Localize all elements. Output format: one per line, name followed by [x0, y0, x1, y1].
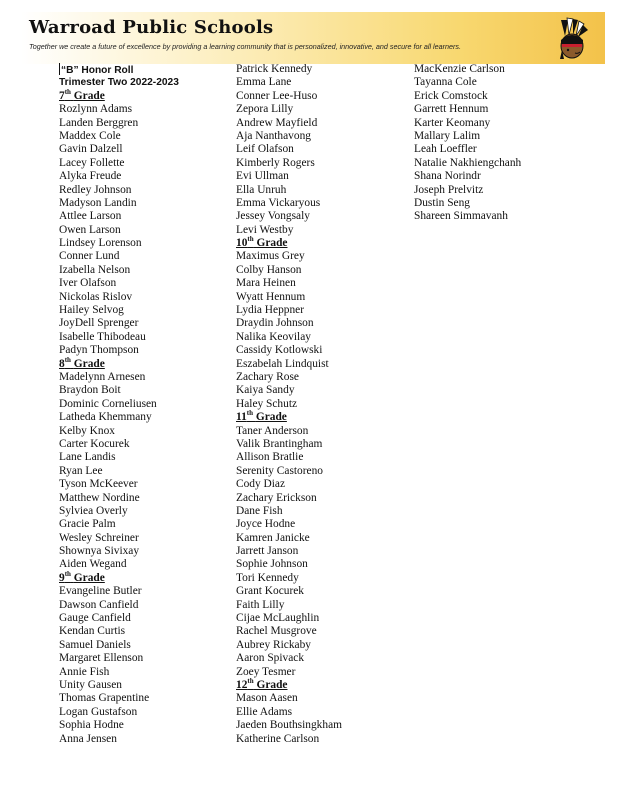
student-name: Gauge Canfield	[59, 612, 131, 625]
honor-roll-subtitle: Trimester Two 2022-2023	[59, 77, 179, 89]
student-name: Zoey Tesmer	[236, 665, 296, 678]
student-name: Natalie Nakhiengchanh	[414, 156, 522, 169]
student-name: Maximus Grey	[236, 250, 305, 263]
student-name: Lindsey Lorenson	[59, 237, 142, 250]
student-name: Jarrett Janson	[236, 545, 299, 558]
column-2	[236, 63, 342, 746]
student-name: Serenity Castoreno	[236, 464, 323, 477]
student-name: JoyDell Sprenger	[59, 317, 139, 330]
student-name: Anna Jensen	[59, 732, 117, 745]
student-name: Joyce Hodne	[236, 518, 296, 531]
student-name: Katherine Carlson	[236, 732, 320, 745]
grade-12-list-b	[414, 63, 521, 224]
student-name: Jessey Vongsaly	[236, 210, 310, 223]
student-name: Owen Larson	[59, 223, 121, 236]
student-name: Thomas Grapentine	[59, 692, 150, 705]
student-name: Dominic Corneliusen	[59, 397, 157, 410]
student-name: Tori Kennedy	[236, 571, 299, 584]
student-name: Latheda Khemmany	[59, 411, 152, 424]
student-name: Nickolas Rislov	[59, 290, 133, 303]
student-name: Iver Olafson	[59, 277, 117, 290]
student-name: Sophie Johnson	[236, 558, 308, 571]
column-1	[59, 63, 179, 746]
student-name: Leah Loeffler	[414, 143, 477, 156]
student-name: Leif Olafson	[236, 143, 294, 156]
student-name: Madelynn Arnesen	[59, 370, 146, 383]
school-tagline: Together we create a future of excellence by providing a learning community that is personalized, innovative, and secure for all learners.	[29, 42, 462, 51]
student-name: Emma Vickaryous	[236, 196, 321, 209]
student-name: Padyn Thompson	[59, 344, 139, 357]
student-name: Patrick Kennedy	[236, 63, 313, 75]
grade-11-list	[236, 425, 342, 679]
student-name: Jaeden Bouthsingkham	[236, 719, 342, 732]
student-name: Kaiya Sandy	[236, 384, 295, 397]
student-name: Aiden Wegand	[59, 558, 127, 571]
column-3	[414, 63, 521, 224]
student-name: Rozlynn Adams	[59, 103, 133, 116]
student-name: Braydon Boit	[59, 384, 121, 397]
student-name: Wesley Schreiner	[59, 531, 139, 544]
student-name: Tayanna Cole	[414, 76, 477, 89]
student-name: Kendan Curtis	[59, 625, 126, 638]
student-name: Mallary Lalim	[414, 129, 481, 142]
student-name: Emma Lane	[236, 76, 292, 89]
student-name: Haley Schutz	[236, 397, 298, 410]
student-name: Tyson McKeever	[59, 478, 138, 491]
header-banner	[21, 12, 605, 64]
student-name: Shareen Simmavanh	[414, 210, 508, 223]
student-name: Annie Fish	[59, 665, 110, 678]
student-name: Lane Landis	[59, 451, 116, 464]
student-name: Logan Gustafson	[59, 705, 138, 718]
student-name: Gracie Palm	[59, 518, 116, 531]
grade-8-list	[59, 371, 179, 572]
student-name: Ella Unruh	[236, 183, 287, 196]
school-name: Warroad Public Schools	[29, 17, 274, 38]
student-name: Isabelle Thibodeau	[59, 330, 146, 343]
student-name: Lydia Heppner	[236, 304, 305, 317]
grade-heading-10: 10th Grade	[236, 235, 288, 250]
student-name: Conner Lund	[59, 250, 120, 263]
student-name: Mason Aasen	[236, 692, 298, 705]
student-name: Cassidy Kotlowski	[236, 344, 323, 357]
grade-heading-8: 8th Grade	[59, 355, 105, 370]
student-name: Allison Bratlie	[236, 451, 304, 464]
student-name: Zachary Erickson	[236, 491, 317, 504]
student-name: Wyatt Hennum	[236, 290, 306, 303]
student-name: Izabella Nelson	[59, 263, 131, 276]
student-name: Madyson Landin	[59, 196, 137, 209]
grade-heading-9: 9th Grade	[59, 570, 105, 584]
student-name: Evangeline Butler	[59, 585, 142, 598]
student-name: Aubrey Rickaby	[236, 638, 311, 651]
student-name: Draydin Johnson	[236, 317, 314, 330]
student-name: Aaron Spivack	[236, 652, 305, 665]
student-name: Rachel Musgrove	[236, 625, 317, 638]
grade-heading-11: 11th Grade	[236, 409, 287, 424]
grade-10-list	[236, 250, 342, 411]
student-name: Andrew Mayfield	[236, 116, 318, 129]
student-name: Redley Johnson	[59, 183, 132, 196]
student-name: Carter Kocurek	[59, 437, 130, 450]
student-name: Unity Gausen	[59, 678, 122, 691]
student-name: Colby Hanson	[236, 263, 302, 276]
student-name: Ellie Adams	[236, 705, 292, 718]
student-name: Lacey Follette	[59, 156, 125, 169]
student-name: Karter Keomany	[414, 116, 491, 129]
cursor-mark	[59, 63, 60, 75]
student-name: Shownya Sivixay	[59, 545, 140, 558]
student-name: Cody Diaz	[236, 478, 286, 491]
grade-heading-12: 12th Grade	[236, 677, 288, 691]
warrior-head-logo-icon	[553, 16, 593, 60]
student-name: Nalika Keovilay	[236, 330, 311, 343]
student-name: Zachary Rose	[236, 370, 299, 383]
grade-12-list-a	[236, 692, 342, 746]
student-name: Evi Ullman	[236, 170, 289, 183]
student-name: Kimberly Rogers	[236, 156, 315, 169]
student-name: Kelby Knox	[59, 424, 115, 437]
student-name: Landen Berggren	[59, 116, 139, 129]
grade-heading-7: 7th Grade	[59, 87, 105, 102]
student-name: Erick Comstock	[414, 89, 488, 102]
student-name: Faith Lilly	[236, 598, 285, 611]
student-name: Shana Norindr	[414, 170, 481, 183]
student-name: Ryan Lee	[59, 464, 103, 477]
student-name: Conner Lee-Huso	[236, 89, 318, 102]
student-name: MacKenzie Carlson	[414, 63, 505, 75]
student-name: Margaret Ellenson	[59, 652, 144, 665]
student-name: Matthew Nordine	[59, 491, 140, 504]
student-name: Mara Heinen	[236, 277, 296, 290]
student-name: Cijae McLaughlin	[236, 612, 320, 625]
student-name: Zepora Lilly	[236, 103, 294, 116]
grade-7-list	[59, 103, 179, 357]
student-name: Levi Westby	[236, 223, 294, 236]
student-name: Taner Anderson	[236, 424, 309, 437]
student-name: Valik Brantingham	[236, 437, 323, 450]
student-name: Gavin Dalzell	[59, 143, 123, 156]
student-name: Aja Nanthavong	[236, 129, 311, 142]
student-name: Sophia Hodne	[59, 719, 124, 732]
student-name: Kamren Janicke	[236, 531, 310, 544]
honor-roll-title: “B” Honor Roll	[61, 65, 134, 76]
student-name: Garrett Hennum	[414, 103, 489, 116]
student-name: Grant Kocurek	[236, 585, 304, 598]
student-name: Joseph Prelvitz	[414, 183, 484, 196]
grade-9-list-b	[236, 63, 342, 237]
student-name: Dawson Canfield	[59, 598, 139, 611]
student-name: Eszabelah Lindquist	[236, 357, 329, 370]
student-name: Alyka Freude	[59, 170, 122, 183]
student-name: Hailey Selvog	[59, 304, 124, 317]
student-name: Maddex Cole	[59, 129, 121, 142]
student-name: Attlee Larson	[59, 210, 122, 223]
student-name: Dane Fish	[236, 504, 283, 517]
grade-9-list-a	[59, 585, 179, 746]
student-name: Dustin Seng	[414, 196, 471, 209]
student-name: Samuel Daniels	[59, 638, 131, 651]
student-name: Sylviea Overly	[59, 504, 128, 517]
